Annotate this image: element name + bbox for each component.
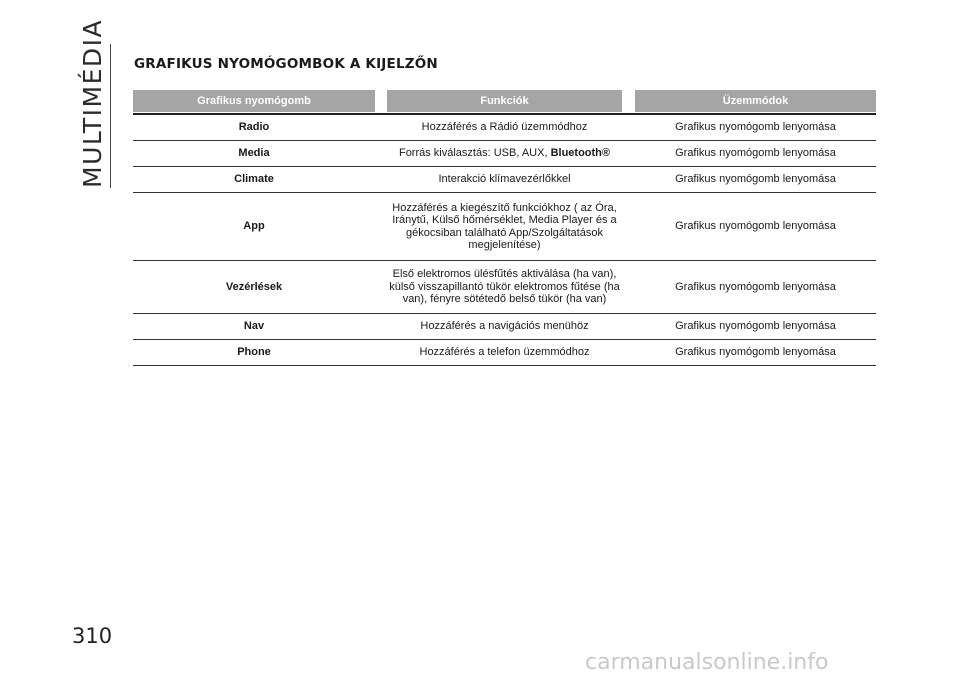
mode-text: Grafikus nyomógomb lenyomása (675, 280, 836, 293)
mode-text: Grafikus nyomógomb lenyomása (675, 220, 836, 233)
table-row (133, 193, 876, 261)
function-text: Forrás kiválasztás: USB, AUX, Bluetooth® (398, 147, 611, 160)
table-row (133, 141, 876, 167)
header-graphic-button: Grafikus nyomógomb (133, 90, 375, 112)
button-name: App (243, 220, 265, 233)
button-name: Climate (234, 173, 274, 186)
mode-text: Grafikus nyomógomb lenyomása (675, 346, 836, 359)
section-side-label: MULTIMÉDIA (78, 18, 107, 188)
function-text: Hozzáférés a Rádió üzemmódhoz (421, 121, 588, 134)
button-name: Nav (243, 320, 265, 333)
button-name: Radio (238, 121, 270, 134)
table-row (133, 314, 876, 340)
section-title: GRAFIKUS NYOMÓGOMBOK A KIJELZŐN (134, 56, 438, 72)
table-row (133, 261, 876, 314)
mode-text: Grafikus nyomógomb lenyomása (675, 121, 836, 134)
table-header (133, 90, 876, 112)
watermark: carmanualsonline.info (585, 650, 829, 675)
button-name: Phone (237, 346, 271, 359)
button-name: Media (238, 147, 270, 160)
table-row (133, 167, 876, 193)
header-modes: Üzemmódok (635, 90, 876, 112)
mode-text: Grafikus nyomógomb lenyomása (675, 173, 836, 186)
button-name: Vezérlések (225, 280, 283, 293)
function-text: Interakció klímavezérlőkkel (438, 173, 571, 186)
table-row (133, 115, 876, 141)
header-functions: Funkciók (387, 90, 622, 112)
function-text: Első elektromos ülésfűtés aktiválása (ha van), külső visszapillantó tükör elektromos fűtése (ha van), fényre sötétedő belső tükör (ha van) (389, 268, 620, 306)
function-text: Hozzáférés a telefon üzemmódhoz (419, 346, 590, 359)
mode-text: Grafikus nyomógomb lenyomása (675, 320, 836, 333)
side-divider (110, 44, 111, 188)
mode-text: Grafikus nyomógomb lenyomása (675, 147, 836, 160)
buttons-table (133, 90, 876, 366)
page-number: 310 (72, 624, 113, 648)
function-text: Hozzáférés a kiegészítő funkciókhoz ( az Óra, Iránytű, Külső hőmérséklet, Media Player és a gékocsiban található App/Szolgáltatások megjelenítése) (392, 201, 617, 251)
function-text: Hozzáférés a navigációs menühöz (420, 320, 589, 333)
table-row (133, 340, 876, 366)
